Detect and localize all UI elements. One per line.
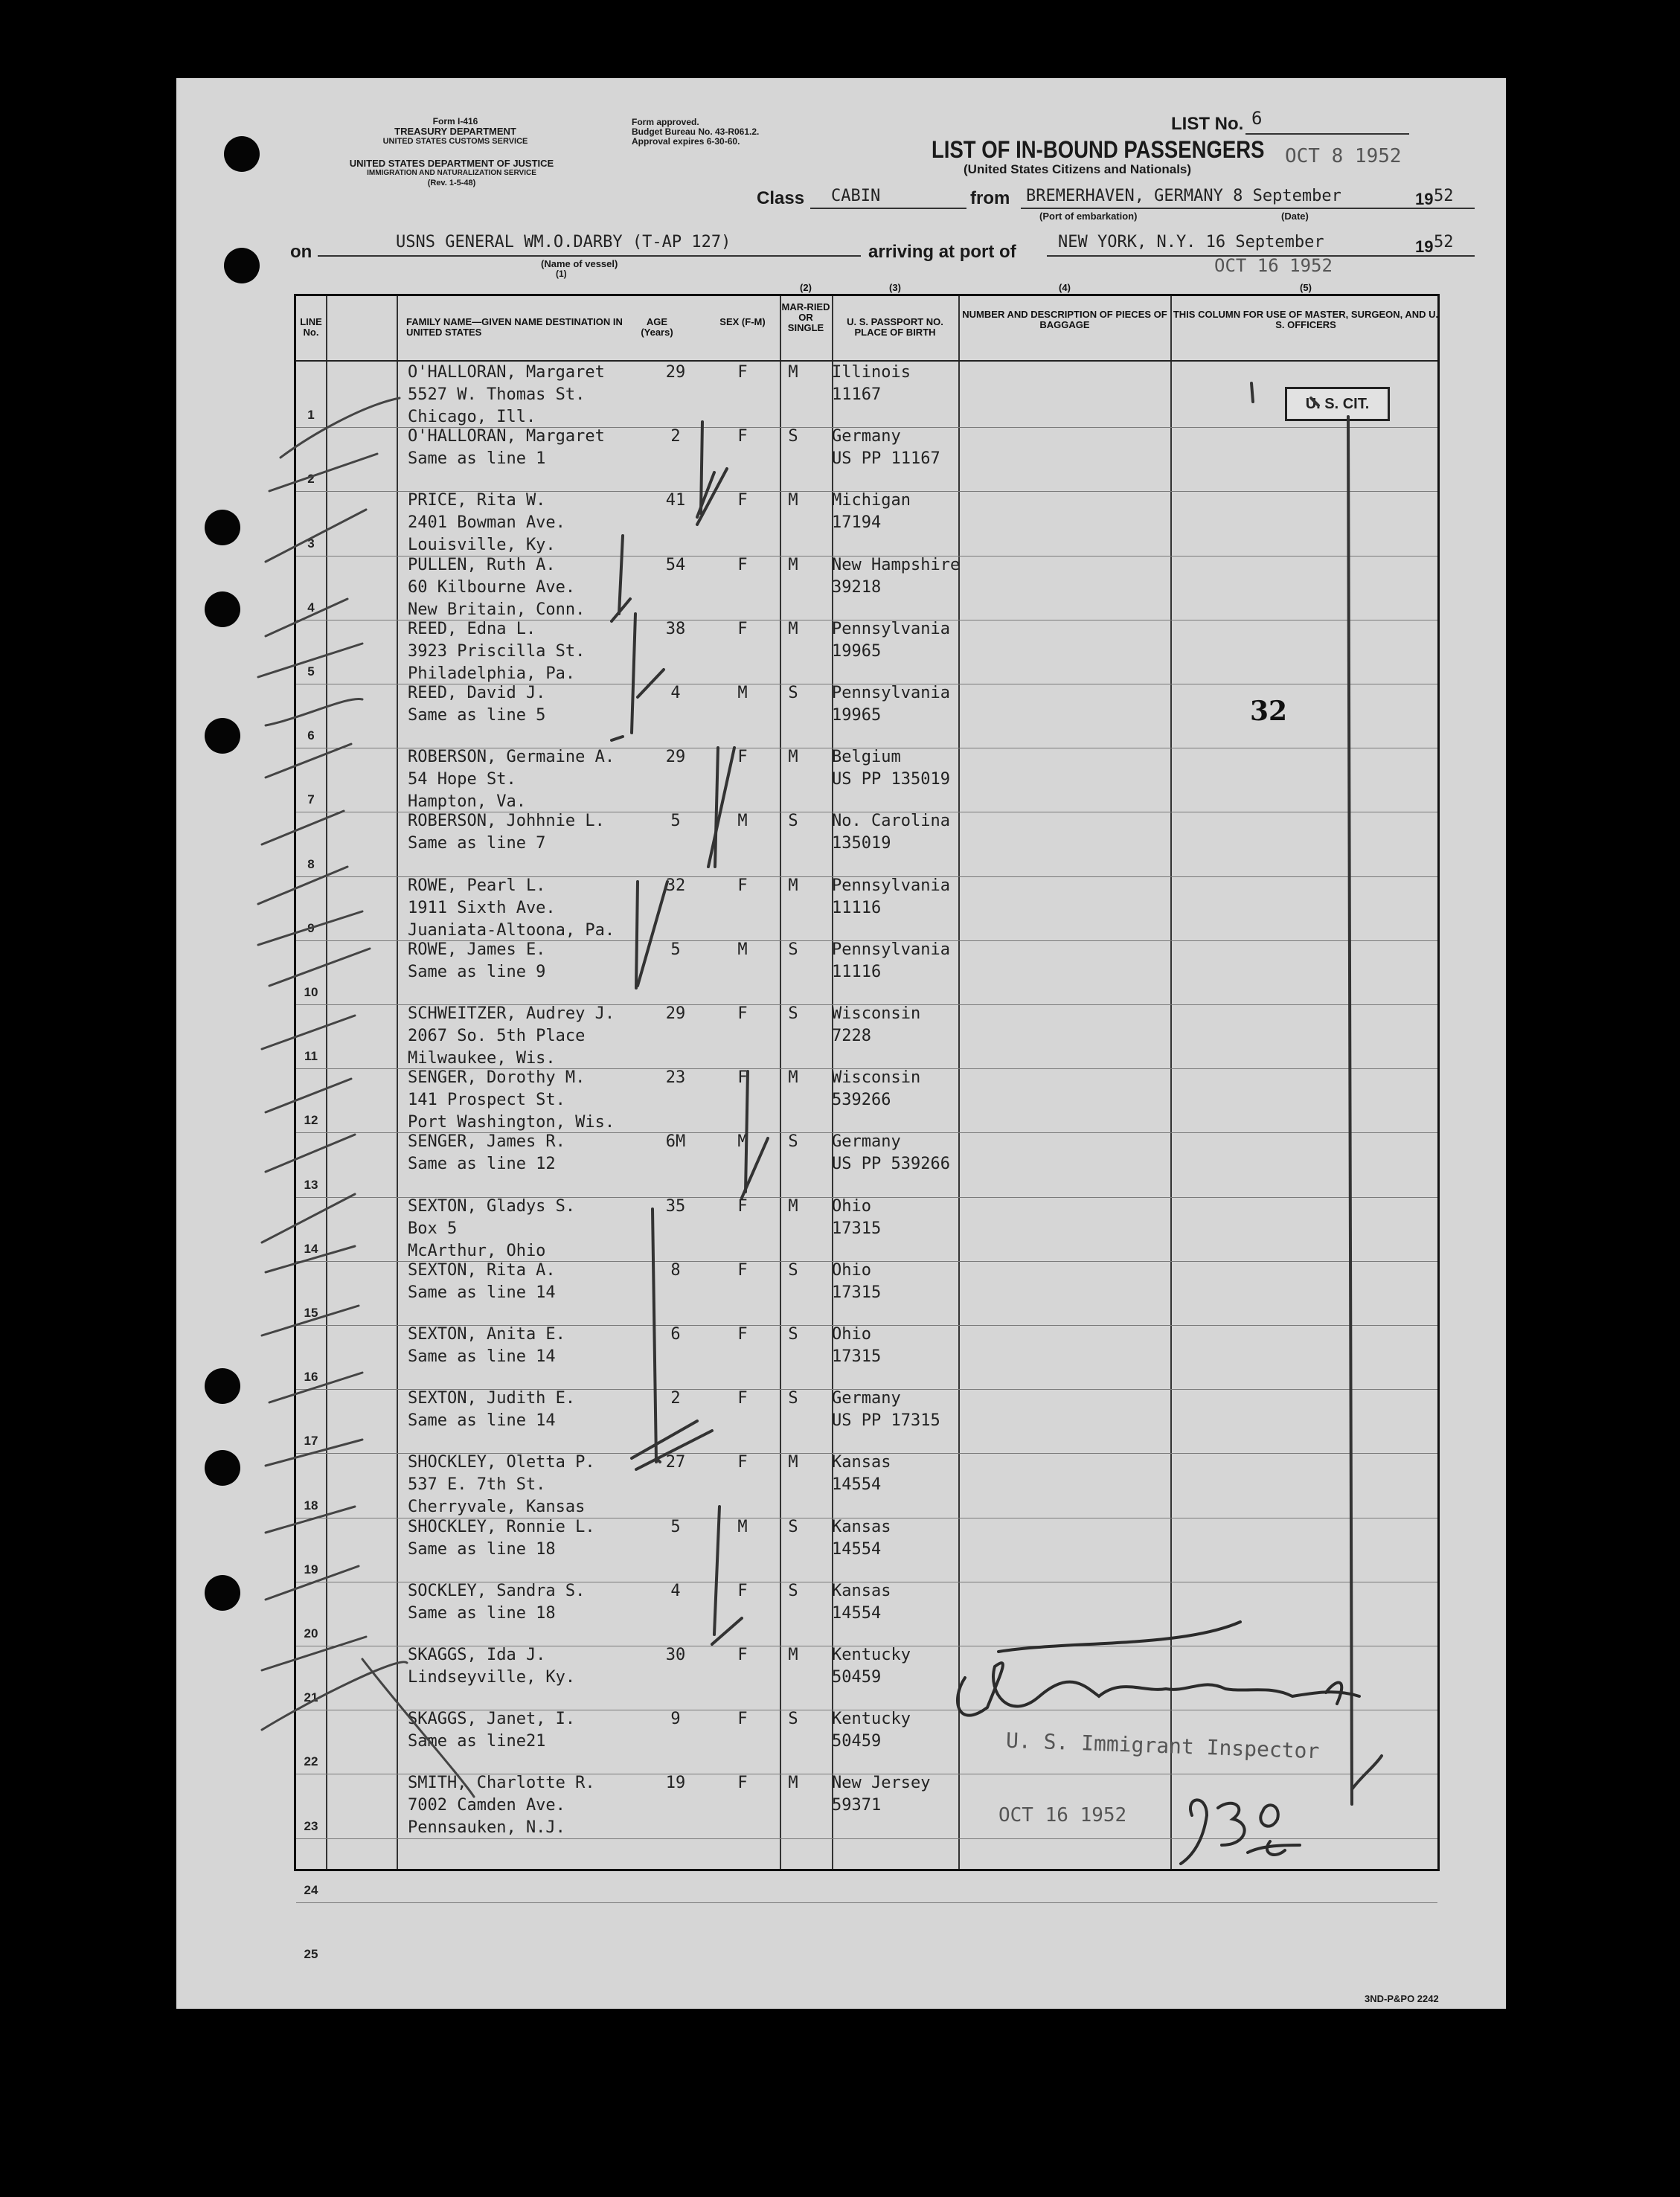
passenger-address-line1: 1911 Sixth Ave. [408, 898, 556, 917]
passenger-passport-number: 135019 [832, 834, 891, 853]
line-number: 10 [304, 985, 318, 999]
underline [318, 255, 861, 257]
column-number: (3) [889, 282, 901, 293]
passenger-address-line2: Hampton, Va. [408, 792, 526, 812]
passenger-name: ROBERSON, Germaine A. [408, 748, 615, 767]
passenger-age: 4 [670, 1581, 681, 1600]
passenger-place-of-birth: Germany [832, 1132, 901, 1152]
passenger-address-line1: Same as line 14 [408, 1283, 556, 1302]
on-label: on [290, 242, 312, 262]
passenger-entry [296, 1389, 1437, 1453]
line-number: 18 [304, 1498, 318, 1513]
passenger-address-line1: 54 Hope St. [408, 770, 516, 789]
passenger-address-line1: Same as line 1 [408, 449, 546, 469]
passenger-marital-status: S [788, 812, 798, 831]
passenger-age: 29 [665, 748, 686, 767]
line-number: 16 [304, 1370, 318, 1385]
passenger-age: 4 [670, 684, 681, 702]
passenger-address-line1: Lindseyville, Ky. [408, 1668, 576, 1687]
passenger-address-line2: Louisville, Ky. [408, 536, 556, 555]
line-number: 25 [304, 1947, 318, 1961]
immigration-service: IMMIGRATION AND NATURALIZATION SERVICE [367, 169, 536, 177]
passenger-address-line2: Juaniata-Altoona, Pa. [408, 920, 615, 940]
column-header-age: AGE (Years) [641, 316, 673, 338]
department-of-justice: UNITED STATES DEPARTMENT OF JUSTICE [349, 158, 554, 169]
class-value: CABIN [831, 187, 881, 205]
passenger-marital-status: S [788, 1132, 798, 1152]
line-number: 6 [307, 728, 315, 743]
line-number: 4 [307, 600, 315, 615]
line-number: 22 [304, 1754, 318, 1769]
passenger-place-of-birth: Germany [832, 1389, 901, 1408]
passenger-passport-number: 19965 [832, 641, 882, 661]
column-number: (2) [800, 282, 812, 293]
approval-expires: Approval expires 6-30-60. [632, 136, 740, 147]
passenger-place-of-birth: Kansas [832, 1517, 891, 1536]
passenger-entry [296, 1325, 1437, 1389]
line-number: 9 [307, 920, 315, 935]
passenger-entry [296, 1518, 1437, 1582]
passenger-entry [296, 812, 1437, 876]
us-citizen-stamp: U. S. CIT. [1285, 387, 1390, 421]
passenger-address-line1: Same as line 12 [408, 1155, 556, 1174]
passenger-entry [296, 1774, 1437, 1838]
passenger-name: SHOCKLEY, Oletta P. [408, 1453, 595, 1472]
passenger-age: 32 [665, 876, 686, 895]
passenger-address-line2: Milwaukee, Wis. [408, 1049, 556, 1068]
punch-hole [205, 1575, 240, 1611]
passenger-passport-number: 11116 [832, 898, 882, 917]
list-number-value: 6 [1251, 108, 1263, 129]
passenger-entry [296, 1004, 1437, 1068]
passenger-age: 41 [665, 491, 686, 510]
passenger-sex: F [737, 1068, 748, 1088]
passenger-entry [296, 620, 1437, 684]
line-number: 23 [304, 1818, 318, 1833]
passenger-marital-status: S [788, 940, 798, 959]
passenger-passport-number: 14554 [832, 1539, 882, 1559]
passenger-marital-status: M [788, 1196, 798, 1216]
punch-hole [205, 718, 240, 754]
passenger-passport-number: 17315 [832, 1347, 882, 1366]
passenger-name: SENGER, Dorothy M. [408, 1068, 586, 1088]
line-number: 24 [304, 1882, 318, 1897]
vessel-caption: (Name of vessel) [541, 258, 618, 269]
passenger-place-of-birth: Germany [832, 427, 901, 446]
passenger-sex: F [737, 363, 748, 382]
passenger-place-of-birth: Pennsylvania [832, 876, 950, 895]
passenger-name: ROWE, Pearl L. [408, 876, 546, 895]
passenger-count: 32 [1250, 696, 1288, 727]
embarkation-year: 52 [1434, 187, 1454, 205]
underline [1245, 133, 1409, 135]
passenger-address-line2: Port Washington, Wis. [408, 1113, 615, 1132]
passenger-address-line1: 3923 Priscilla St. [408, 641, 586, 661]
year-prefix: 19 [1415, 237, 1434, 256]
passenger-sex: M [737, 684, 748, 702]
column-header-name: FAMILY NAME—GIVEN NAME DESTINATION IN UNITED STATES [406, 316, 623, 338]
column-header-baggage: NUMBER AND DESCRIPTION OF PIECES OF BAGGAGE [962, 309, 1167, 330]
treasury-department: TREASURY DEPARTMENT [394, 126, 516, 137]
passenger-sex: M [737, 812, 748, 831]
passenger-marital-status: M [788, 1774, 798, 1793]
passenger-name: O'HALLORAN, Margaret [408, 363, 605, 382]
vessel-name: USNS GENERAL WM.O.DARBY (T-AP 127) [396, 233, 731, 251]
column-header-passport: U. S. PASSPORT NO. PLACE OF BIRTH [847, 316, 943, 338]
passenger-sex: F [737, 555, 748, 574]
passenger-name: SENGER, James R. [408, 1132, 565, 1152]
passenger-address-line1: 2401 Bowman Ave. [408, 513, 565, 533]
passenger-sex: M [737, 940, 748, 959]
passenger-place-of-birth: Pennsylvania [832, 940, 950, 959]
passenger-name: PULLEN, Ruth A. [408, 555, 556, 574]
passenger-name: SKAGGS, Janet, I. [408, 1710, 576, 1729]
date-caption: (Date) [1281, 211, 1309, 222]
passenger-marital-status: M [788, 619, 798, 638]
passenger-address-line1: Same as line 14 [408, 1411, 556, 1431]
passenger-passport-number: 50459 [832, 1668, 882, 1687]
budget-bureau-no: Budget Bureau No. 43-R061.2. [632, 126, 760, 137]
passenger-age: 5 [670, 940, 681, 959]
passenger-age: 6M [665, 1132, 686, 1152]
passenger-age: 2 [670, 427, 681, 446]
year-prefix: 19 [1415, 190, 1434, 208]
line-number: 2 [307, 472, 315, 487]
passenger-place-of-birth: Michigan [832, 491, 911, 510]
line-number: 8 [307, 856, 315, 871]
arriving-label: arriving at port of [868, 242, 1016, 262]
passenger-address-line1: Same as line21 [408, 1732, 546, 1751]
passenger-address-line2: Chicago, Ill. [408, 408, 536, 426]
passenger-age: 2 [670, 1389, 681, 1408]
line-number: 21 [304, 1690, 318, 1705]
passenger-age: 9 [670, 1710, 681, 1729]
passenger-age: 38 [665, 619, 686, 638]
passenger-entry [296, 556, 1437, 620]
column-header-officers: THIS COLUMN FOR USE OF MASTER, SURGEON, AND U. S. OFFICERS [1173, 309, 1439, 330]
passenger-passport-number: 50459 [832, 1732, 882, 1751]
passenger-place-of-birth: New Hampshire [832, 555, 961, 574]
from-label: from [970, 188, 1010, 208]
footer-code: 3ND-P&PO 2242 [1365, 1993, 1439, 2004]
list-number-label: LIST No. [1171, 114, 1244, 134]
passenger-entry [296, 1582, 1437, 1646]
passenger-marital-status: S [788, 1004, 798, 1023]
passenger-sex: F [737, 1260, 748, 1280]
port-of-arrival: NEW YORK, N.Y. 16 September [1058, 233, 1324, 251]
passenger-place-of-birth: Kansas [832, 1453, 891, 1472]
passenger-age: 27 [665, 1453, 686, 1472]
passenger-entry [296, 1453, 1437, 1517]
passenger-passport-number: US PP 135019 [832, 770, 950, 789]
passenger-sex: F [737, 1774, 748, 1793]
line-number: 13 [304, 1177, 318, 1192]
passenger-passport-number: US PP 539266 [832, 1155, 950, 1174]
passenger-name: SHOCKLEY, Ronnie L. [408, 1517, 595, 1536]
passenger-sex: F [737, 1196, 748, 1216]
passenger-name: SEXTON, Anita E. [408, 1325, 565, 1344]
punch-hole [205, 510, 240, 545]
punch-hole [205, 1368, 240, 1404]
passenger-age: 19 [665, 1774, 686, 1793]
passenger-sex: F [737, 427, 748, 446]
passenger-address-line1: Same as line 5 [408, 706, 546, 725]
passenger-name: SMITH, Charlotte R. [408, 1774, 595, 1793]
passenger-marital-status: M [788, 363, 798, 382]
passenger-address-line1: Same as line 7 [408, 834, 546, 853]
passenger-entry [296, 1261, 1437, 1325]
passenger-marital-status: S [788, 427, 798, 446]
column-header-line: LINE No. [300, 316, 322, 338]
underline [1434, 255, 1475, 257]
passenger-address-line2: McArthur, Ohio [408, 1241, 546, 1260]
passenger-entry [296, 876, 1437, 940]
passenger-address-line1: 5527 W. Thomas St. [408, 385, 586, 404]
customs-service: UNITED STATES CUSTOMS SERVICE [382, 137, 528, 146]
column-header-married: MAR-RIED OR SINGLE [781, 301, 830, 333]
form-number: Form I-416 [432, 116, 478, 126]
passenger-sex: F [737, 876, 748, 895]
inspector-date-stamp: OCT 16 1952 [998, 1804, 1127, 1826]
class-label: Class [757, 188, 805, 208]
port-caption: (Port of embarkation) [1039, 211, 1138, 222]
passenger-place-of-birth: New Jersey [832, 1774, 931, 1793]
passenger-passport-number: 59371 [832, 1796, 882, 1815]
passenger-marital-status: M [788, 555, 798, 574]
passenger-marital-status: M [788, 491, 798, 510]
passenger-age: 29 [665, 1004, 686, 1023]
passenger-table [294, 282, 1440, 1961]
passenger-name: ROWE, James E. [408, 940, 546, 959]
passenger-entry [296, 363, 1437, 427]
column-number: (4) [1059, 282, 1071, 293]
passenger-age: 5 [670, 812, 681, 831]
passenger-place-of-birth: Wisconsin [832, 1004, 921, 1023]
passenger-address-line2: Cherryvale, Kansas [408, 1498, 586, 1517]
passenger-passport-number: 17194 [832, 513, 882, 533]
passenger-place-of-birth: Ohio [832, 1260, 871, 1280]
passenger-sex: F [737, 491, 748, 510]
passenger-marital-status: S [788, 1389, 798, 1408]
passenger-marital-status: M [788, 876, 798, 895]
passenger-passport-number: 11167 [832, 385, 882, 404]
passenger-age: 29 [665, 363, 686, 382]
passenger-sex: F [737, 1581, 748, 1600]
passenger-name: SKAGGS, Ida J. [408, 1646, 546, 1664]
passenger-sex: F [737, 748, 748, 767]
line-number: 14 [304, 1241, 318, 1256]
passenger-address-line2: Pennsauken, N.J. [408, 1818, 565, 1838]
passenger-place-of-birth: Pennsylvania [832, 684, 950, 702]
passenger-address-line1: Same as line 18 [408, 1539, 556, 1559]
passenger-place-of-birth: Kentucky [832, 1710, 911, 1729]
passenger-address-line1: 141 Prospect St. [408, 1091, 565, 1110]
passenger-age: 8 [670, 1260, 681, 1280]
passenger-name: PRICE, Rita W. [408, 491, 546, 510]
passenger-sex: M [737, 1517, 748, 1536]
passenger-name: REED, Edna L. [408, 619, 536, 638]
passenger-entry [296, 1197, 1437, 1261]
line-number: 20 [304, 1626, 318, 1640]
passenger-passport-number: US PP 17315 [832, 1411, 940, 1431]
passenger-marital-status: M [788, 1646, 798, 1664]
passenger-passport-number: 17315 [832, 1219, 882, 1238]
passenger-address-line1: 60 Kilbourne Ave. [408, 577, 576, 597]
form-title: LIST OF IN-BOUND PASSENGERS [932, 136, 1265, 163]
passenger-name: O'HALLORAN, Margaret [408, 427, 605, 446]
passenger-passport-number: 7228 [832, 1027, 871, 1045]
passenger-sex: F [737, 619, 748, 638]
passenger-address-line1: Box 5 [408, 1219, 458, 1238]
passenger-age: 30 [665, 1646, 686, 1664]
underline [1434, 208, 1475, 209]
passenger-name: SOCKLEY, Sandra S. [408, 1581, 586, 1600]
passenger-marital-status: S [788, 1260, 798, 1280]
passenger-passport-number: 14554 [832, 1603, 882, 1623]
passenger-address-line1: Same as line 14 [408, 1347, 556, 1366]
passenger-age: 35 [665, 1196, 686, 1216]
passenger-place-of-birth: Ohio [832, 1196, 871, 1216]
passenger-passport-number: 39218 [832, 577, 882, 597]
arrival-year: 52 [1434, 233, 1454, 251]
date-stamp-arrival: OCT 16 1952 [1214, 255, 1333, 276]
punch-hole [224, 136, 260, 172]
passenger-sex: M [737, 1132, 748, 1152]
passenger-place-of-birth: Kentucky [832, 1646, 911, 1664]
date-stamp-top: OCT 8 1952 [1285, 145, 1402, 167]
passenger-sex: F [737, 1453, 748, 1472]
passenger-marital-status: S [788, 1581, 798, 1600]
passenger-place-of-birth: No. Carolina [832, 812, 950, 831]
passenger-entry [296, 748, 1437, 812]
passenger-age: 23 [665, 1068, 686, 1088]
passenger-place-of-birth: Ohio [832, 1325, 871, 1344]
passenger-name: REED, David J. [408, 684, 546, 702]
passenger-name: ROBERSON, Johhnie L. [408, 812, 605, 831]
line-number: 7 [307, 792, 315, 807]
punch-hole [224, 248, 260, 283]
passenger-sex: F [737, 1710, 748, 1729]
passenger-address-line1: Same as line 18 [408, 1603, 556, 1623]
passenger-address-line1: Same as line 9 [408, 962, 546, 981]
passenger-entry [296, 1068, 1437, 1132]
passenger-marital-status: S [788, 1325, 798, 1344]
vessel-caption-number: (1) [556, 269, 567, 279]
passenger-sex: F [737, 1389, 748, 1408]
underline [1021, 208, 1434, 209]
passenger-entry [296, 491, 1437, 555]
passenger-manifest-sheet [176, 78, 1506, 2009]
passenger-address-line2: Philadelphia, Pa. [408, 664, 576, 683]
line-number: 12 [304, 1113, 318, 1128]
passenger-marital-status: M [788, 748, 798, 767]
line-number: 1 [307, 408, 315, 423]
passenger-age: 54 [665, 555, 686, 574]
passenger-passport-number: 19965 [832, 706, 882, 725]
passenger-place-of-birth: Wisconsin [832, 1068, 921, 1088]
passenger-marital-status: M [788, 1068, 798, 1088]
passenger-marital-status: S [788, 684, 798, 702]
line-number: 15 [304, 1306, 318, 1320]
passenger-marital-status: S [788, 1710, 798, 1729]
row-divider [296, 1902, 1437, 1903]
punch-hole [205, 591, 240, 627]
passenger-passport-number: 14554 [832, 1475, 882, 1495]
passenger-sex: F [737, 1004, 748, 1023]
line-number: 5 [307, 664, 315, 679]
passenger-passport-number: US PP 11167 [832, 449, 940, 469]
line-number: 3 [307, 536, 315, 551]
passenger-sex: F [737, 1646, 748, 1664]
port-of-embarkation: BREMERHAVEN, GERMANY 8 September [1026, 187, 1341, 205]
passenger-name: SEXTON, Judith E. [408, 1389, 576, 1408]
line-number: 11 [304, 1049, 318, 1064]
underline [810, 208, 966, 209]
passenger-marital-status: S [788, 1517, 798, 1536]
revision-date: (Rev. 1-5-48) [427, 179, 476, 187]
passenger-place-of-birth: Kansas [832, 1581, 891, 1600]
column-header-sex: SEX (F-M) [719, 316, 766, 327]
passenger-name: SEXTON, Rita A. [408, 1260, 556, 1280]
passenger-age: 6 [670, 1325, 681, 1344]
passenger-entry [296, 940, 1437, 1004]
passenger-passport-number: 539266 [832, 1091, 891, 1110]
passenger-place-of-birth: Pennsylvania [832, 619, 950, 638]
passenger-name: SCHWEITZER, Audrey J. [408, 1004, 615, 1023]
punch-hole [205, 1450, 240, 1486]
passenger-entry [296, 427, 1437, 491]
passenger-marital-status: M [788, 1453, 798, 1472]
passenger-address-line1: 2067 So. 5th Place [408, 1027, 586, 1045]
form-subtitle: (United States Citizens and Nationals) [964, 162, 1192, 176]
line-number: 17 [304, 1434, 318, 1449]
passenger-address-line2: New Britain, Conn. [408, 600, 586, 619]
passenger-passport-number: 11116 [832, 962, 882, 981]
passenger-place-of-birth: Belgium [832, 748, 901, 767]
passenger-place-of-birth: Illinois [832, 363, 911, 382]
passenger-address-line1: 7002 Camden Ave. [408, 1796, 565, 1815]
passenger-sex: F [737, 1325, 748, 1344]
passenger-age: 5 [670, 1517, 681, 1536]
form-approved: Form approved. [632, 117, 699, 127]
passenger-passport-number: 17315 [832, 1283, 882, 1302]
passenger-address-line1: 537 E. 7th St. [408, 1475, 546, 1495]
column-number: (5) [1300, 282, 1312, 293]
line-number: 19 [304, 1562, 318, 1577]
passenger-name: SEXTON, Gladys S. [408, 1196, 576, 1216]
passenger-entry [296, 1132, 1437, 1196]
inspector-title-stamp: U. S. Immigrant Inspector [1005, 1728, 1320, 1764]
passenger-entry [296, 1646, 1437, 1710]
